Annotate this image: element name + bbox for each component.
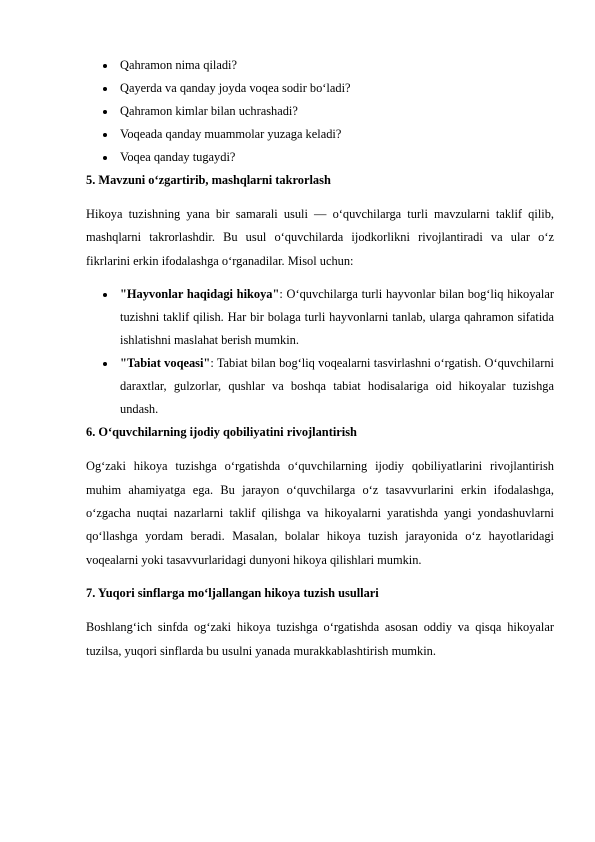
list-item: [86, 352, 554, 421]
bullet-icon: [103, 293, 107, 297]
bullet-icon: [103, 87, 107, 91]
list-item-text: Qahramon nima qiladi?: [120, 58, 237, 72]
example-title: "Tabiat voqeasi": [120, 356, 211, 371]
list-item-text: Qayerda va qanday joyda voqea sodir bo‘ladi?: [120, 81, 351, 95]
section-6-heading: 6. O‘quvchilarning ijodiy qobiliyatini rivojlantirish: [86, 425, 357, 440]
list-item-text: Voqeada qanday muammolar yuzaga keladi?: [120, 127, 342, 141]
bullet-icon: [103, 64, 107, 68]
example-text: : O‘quvchilarga turli hayvonlar bilan bog‘liq hikoyalar tuzishni taklif qilish. Har bir bolaga turli hayvonlarni tanlab, ularga qahramon sifatida ishlatishni maslahat berish mumkin.: [120, 287, 554, 348]
section-5-heading: 5. Mavzuni o‘zgartirib, mashqlarni takrorlash: [86, 173, 331, 187]
bullet-icon: [103, 110, 107, 114]
section-5-paragraph: Hikoya tuzishning yana bir samarali usuli — o‘quvchilarga turli mavzularni taklif qilib, mashqlarni takrorlashdir. Bu usul o‘quvchilarda ijodkorlikni rivojlantiradi va ular o‘z fikrlarini erkin ifodalashga o‘rganadilar. Misol uchun:: [86, 207, 554, 268]
section-7-heading: 7. Yuqori sinflarga mo‘ljallangan hikoya tuzish usullari: [86, 586, 379, 601]
list-item: [86, 146, 554, 169]
list-item-text: Voqea qanday tugaydi?: [120, 150, 236, 164]
bullet-icon: [103, 156, 107, 160]
question-list: [86, 54, 554, 169]
list-item: [86, 283, 554, 352]
list-item: [86, 54, 554, 77]
document-page: [86, 54, 554, 673]
example-list: [86, 283, 554, 421]
example-text: : Tabiat bilan bog‘liq voqealarni tasvirlashni o‘rgatish. O‘quvchilarni daraxtlar, gulzorlar, qushlar va boshqa tabiat hodisalariga oid hikoyalar tuzishga undash.: [120, 356, 555, 417]
section-6-paragraph: Og‘zaki hikoya tuzishga o‘rgatishda o‘quvchilarning ijodiy qobiliyatlarini rivojlantirish muhim ahamiyatga ega. Bu jarayon o‘quvchilarga o‘z tasavvurlarini erkin ifodalashga, o‘zgacha nuqtai nazarlarni taklif qilishga va hikoyalarni yaratishda yangi yondashuvlarni qo‘llashga yordam beradi. Masalan, bolalar hikoya tuzish jarayonida o‘z hayotlaridagi voqealarni yoki tasavvurlaridagi dunyoni hikoya qilishlari mumkin.: [86, 459, 554, 567]
list-item: [86, 123, 554, 146]
list-item: [86, 77, 554, 100]
list-item: [86, 100, 554, 123]
example-title: "Hayvonlar haqidagi hikoya": [120, 287, 280, 302]
section-7-paragraph: Boshlang‘ich sinfda og‘zaki hikoya tuzishga o‘rgatishda asosan oddiy va qisqa hikoyalar tuzilsa, yuqori sinflarda bu usulni yanada murakkablashtirish mumkin.: [86, 620, 554, 658]
bullet-icon: [103, 133, 107, 137]
list-item-text: Qahramon kimlar bilan uchrashadi?: [120, 104, 298, 118]
bullet-icon: [103, 362, 107, 366]
